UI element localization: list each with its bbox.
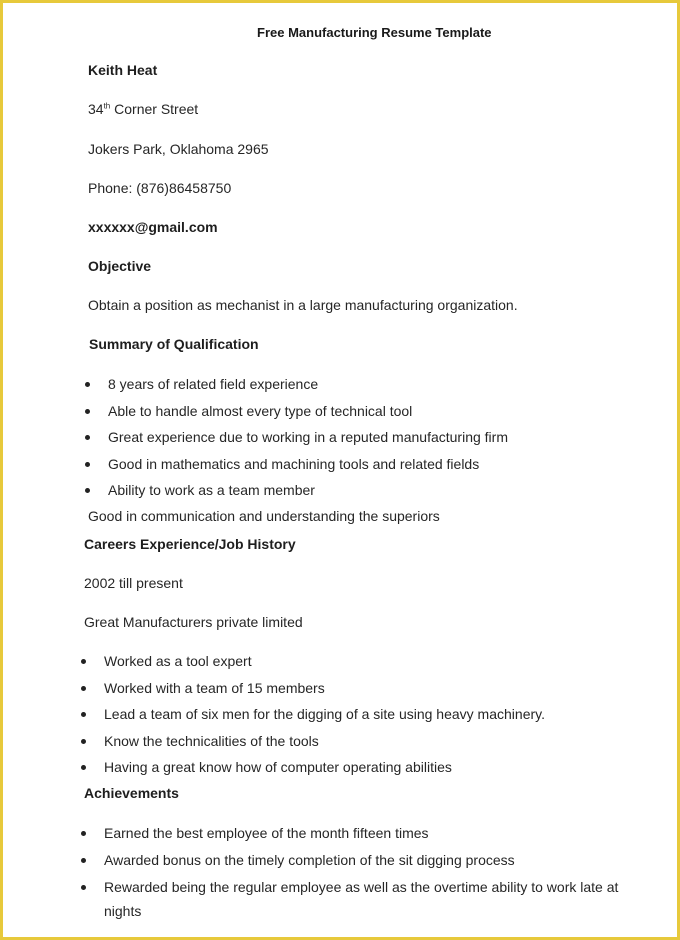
address-line-1 (88, 101, 198, 118)
summary-item-text: Ability to work as a team member (108, 482, 315, 498)
career-item-text: Worked as a tool expert (104, 653, 252, 669)
list-item (108, 376, 508, 403)
summary-item-text: Able to handle almost every type of technical tool (108, 402, 413, 419)
list-item (108, 482, 508, 509)
candidate-name: Keith Heat (88, 62, 158, 78)
objective-text: Obtain a position as mechanist in a large manufacturing organization. (88, 297, 518, 313)
career-period: 2002 till present (84, 575, 183, 591)
career-company: Great Manufacturers private limited (84, 614, 303, 630)
phone-number: Phone: (876)86458750 (88, 180, 232, 196)
list-item (108, 456, 508, 483)
bullet-icon (81, 659, 86, 664)
bullet-icon (81, 739, 86, 744)
bullet-icon (85, 435, 90, 440)
bullet-icon (81, 858, 86, 863)
bullet-icon (85, 462, 90, 467)
achievements-heading: Achievements (84, 785, 179, 801)
list-item (104, 825, 624, 852)
objective-heading: Objective (88, 258, 152, 274)
career-item-text: Having a great know how of computer operating abilities (104, 759, 452, 775)
email-address: xxxxxx@gmail.com (88, 219, 218, 235)
bullet-icon (85, 488, 90, 493)
bullet-icon (81, 712, 86, 717)
bullet-icon (81, 885, 86, 890)
career-item-text: Worked with a team of 15 members (104, 679, 325, 696)
list-item (104, 680, 545, 707)
bullet-icon (81, 831, 86, 836)
address-line-2: Jokers Park, Oklahoma 2965 (88, 141, 269, 157)
bullet-icon (85, 382, 90, 387)
bullet-icon (81, 765, 86, 770)
career-item-text: Lead a team of six men for the digging of a site using heavy machinery. (104, 706, 545, 722)
address-street-name: Corner Street (110, 101, 199, 117)
summary-heading: Summary of Qualification (89, 336, 259, 352)
summary-item-text: 8 years of related field experience (108, 376, 319, 392)
list-item (104, 759, 545, 786)
career-heading: Careers Experience/Job History (84, 536, 296, 552)
summary-extra-line: Good in communication and understanding the superiors (88, 508, 440, 524)
career-item-text: Know the technicalities of the tools (104, 732, 319, 749)
achievement-item-text: Earned the best employee of the month fifteen times (104, 825, 429, 841)
bullet-icon (85, 409, 90, 414)
list-item (104, 733, 545, 760)
list-item (104, 653, 545, 680)
summary-item-text: Good in mathematics and machining tools and related fields (108, 455, 480, 472)
list-item (108, 403, 508, 430)
list-item (108, 429, 508, 456)
career-list (104, 653, 545, 786)
document-title: Free Manufacturing Resume Template (257, 25, 492, 40)
achievements-list (104, 825, 624, 923)
summary-item-text: Great experience due to working in a reputed manufacturing firm (108, 429, 508, 445)
achievement-item-text: Rewarded being the regular employee as well as the overtime ability to work late at nights (104, 879, 619, 919)
address-ordinal-suffix: th (103, 101, 111, 111)
list-item (104, 706, 545, 733)
address-street-number: 34 (88, 101, 104, 117)
summary-list (108, 376, 508, 509)
achievement-item-text: Awarded bonus on the timely completion of the sit digging process (104, 851, 515, 868)
bullet-icon (81, 686, 86, 691)
list-item (104, 875, 624, 923)
